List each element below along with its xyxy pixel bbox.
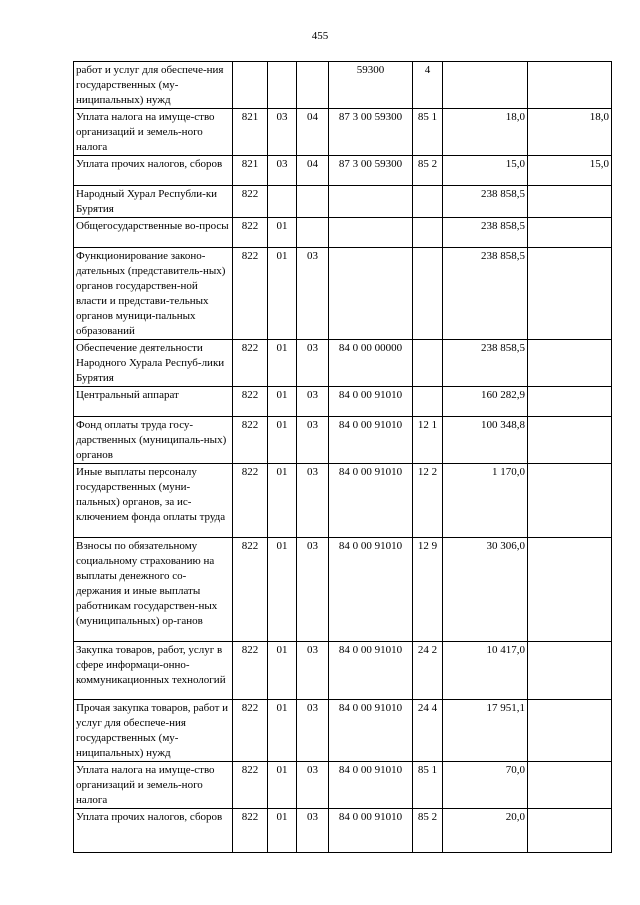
- amount-cell-1: 238 858,5: [443, 248, 528, 340]
- amount-cell-2: [528, 62, 612, 109]
- expense-type-code-cell: 85 2: [413, 156, 443, 186]
- section-code-cell: 01: [268, 809, 297, 853]
- target-item-code-cell: 84 0 00 91010: [329, 417, 413, 464]
- section-code-cell: 01: [268, 762, 297, 809]
- table-row: [74, 417, 612, 464]
- expense-type-code-cell: 85 1: [413, 109, 443, 156]
- subsection-code-cell: 03: [297, 642, 329, 700]
- row-name-cell: Прочая закупка товаров, работ и услуг для обеспече-ния государственных (му-ниципальных) нужд: [74, 700, 233, 762]
- row-name-cell: Обеспечение деятельности Народного Хурала Респуб-лики Бурятия: [74, 340, 233, 387]
- table-row: [74, 387, 612, 417]
- subsection-code-cell: [297, 62, 329, 109]
- section-code-cell: 01: [268, 218, 297, 248]
- section-code-cell: 01: [268, 248, 297, 340]
- subsection-code-cell: 03: [297, 387, 329, 417]
- amount-cell-2: [528, 700, 612, 762]
- amount-cell-1: 238 858,5: [443, 340, 528, 387]
- table-row: [74, 538, 612, 642]
- table-row: [74, 218, 612, 248]
- table-row: [74, 809, 612, 853]
- section-code-cell: 01: [268, 700, 297, 762]
- amount-cell-1: 17 951,1: [443, 700, 528, 762]
- subsection-code-cell: 04: [297, 109, 329, 156]
- target-item-code-cell: 84 0 00 91010: [329, 464, 413, 538]
- amount-cell-1: [443, 62, 528, 109]
- row-name-cell: Фонд оплаты труда госу-дарственных (муниципаль-ных) органов: [74, 417, 233, 464]
- table-row: [74, 248, 612, 340]
- amount-cell-1: 160 282,9: [443, 387, 528, 417]
- subsection-code-cell: [297, 218, 329, 248]
- target-item-code-cell: 84 0 00 91010: [329, 762, 413, 809]
- table-row: [74, 464, 612, 538]
- expense-type-code-cell: [413, 248, 443, 340]
- expense-type-code-cell: 12 1: [413, 417, 443, 464]
- department-code-cell: 822: [233, 417, 268, 464]
- subsection-code-cell: 03: [297, 700, 329, 762]
- target-item-code-cell: 84 0 00 91010: [329, 642, 413, 700]
- amount-cell-2: [528, 387, 612, 417]
- department-code-cell: 822: [233, 340, 268, 387]
- amount-cell-1: 10 417,0: [443, 642, 528, 700]
- amount-cell-2: [528, 417, 612, 464]
- row-name-cell: Общегосударственные во-просы: [74, 218, 233, 248]
- section-code-cell: 01: [268, 417, 297, 464]
- target-item-code-cell: 84 0 00 91010: [329, 809, 413, 853]
- amount-cell-2: [528, 809, 612, 853]
- subsection-code-cell: 04: [297, 156, 329, 186]
- target-item-code-cell: [329, 248, 413, 340]
- section-code-cell: 01: [268, 387, 297, 417]
- department-code-cell: 822: [233, 248, 268, 340]
- target-item-code-cell: 87 3 00 59300: [329, 156, 413, 186]
- row-name-cell: Закупка товаров, работ, услуг в сфере информаци-онно-коммуникационных технологий: [74, 642, 233, 700]
- row-name-cell: Народный Хурал Республи-ки Бурятия: [74, 186, 233, 218]
- section-code-cell: [268, 186, 297, 218]
- subsection-code-cell: 03: [297, 762, 329, 809]
- amount-cell-2: [528, 186, 612, 218]
- target-item-code-cell: 84 0 00 91010: [329, 387, 413, 417]
- expense-type-code-cell: 85 1: [413, 762, 443, 809]
- expense-type-code-cell: 12 9: [413, 538, 443, 642]
- table-row: [74, 109, 612, 156]
- table-row: [74, 156, 612, 186]
- section-code-cell: 03: [268, 109, 297, 156]
- department-code-cell: 822: [233, 762, 268, 809]
- target-item-code-cell: 59300: [329, 62, 413, 109]
- table-row: [74, 62, 612, 109]
- expense-type-code-cell: 24 4: [413, 700, 443, 762]
- table-row: [74, 186, 612, 218]
- expense-type-code-cell: 85 2: [413, 809, 443, 853]
- expense-type-code-cell: [413, 340, 443, 387]
- table-row: [74, 700, 612, 762]
- department-code-cell: [233, 62, 268, 109]
- section-code-cell: 01: [268, 642, 297, 700]
- table-row: [74, 340, 612, 387]
- department-code-cell: 821: [233, 156, 268, 186]
- department-code-cell: 822: [233, 218, 268, 248]
- amount-cell-1: 70,0: [443, 762, 528, 809]
- row-name-cell: Функционирование законо-дательных (представитель-ных) органов государствен-ной власти и представи-тельных органов муници-пальных образований: [74, 248, 233, 340]
- amount-cell-2: 15,0: [528, 156, 612, 186]
- amount-cell-2: [528, 538, 612, 642]
- amount-cell-1: 238 858,5: [443, 218, 528, 248]
- department-code-cell: 822: [233, 186, 268, 218]
- row-name-cell: Центральный аппарат: [74, 387, 233, 417]
- amount-cell-2: [528, 248, 612, 340]
- table-row: [74, 762, 612, 809]
- target-item-code-cell: 87 3 00 59300: [329, 109, 413, 156]
- subsection-code-cell: 03: [297, 340, 329, 387]
- amount-cell-2: [528, 464, 612, 538]
- department-code-cell: 822: [233, 538, 268, 642]
- amount-cell-2: [528, 218, 612, 248]
- target-item-code-cell: 84 0 00 91010: [329, 538, 413, 642]
- amount-cell-2: 18,0: [528, 109, 612, 156]
- subsection-code-cell: 03: [297, 464, 329, 538]
- amount-cell-1: 238 858,5: [443, 186, 528, 218]
- subsection-code-cell: 03: [297, 538, 329, 642]
- amount-cell-2: [528, 340, 612, 387]
- amount-cell-1: 20,0: [443, 809, 528, 853]
- department-code-cell: 822: [233, 387, 268, 417]
- section-code-cell: 01: [268, 538, 297, 642]
- department-code-cell: 822: [233, 464, 268, 538]
- row-name-cell: Уплата прочих налогов, сборов: [74, 809, 233, 853]
- table-row: [74, 642, 612, 700]
- amount-cell-2: [528, 762, 612, 809]
- budget-table: [73, 61, 612, 853]
- subsection-code-cell: 03: [297, 809, 329, 853]
- target-item-code-cell: [329, 218, 413, 248]
- row-name-cell: Взносы по обязательному социальному страхованию на выплаты денежного со-держания и иные выплаты работникам государствен-ных (муниципальных) ор-ганов: [74, 538, 233, 642]
- section-code-cell: 01: [268, 464, 297, 538]
- expense-type-code-cell: [413, 387, 443, 417]
- expense-type-code-cell: 12 2: [413, 464, 443, 538]
- page-number: 455: [311, 30, 329, 42]
- subsection-code-cell: 03: [297, 417, 329, 464]
- amount-cell-1: 30 306,0: [443, 538, 528, 642]
- department-code-cell: 822: [233, 809, 268, 853]
- section-code-cell: [268, 62, 297, 109]
- amount-cell-1: 100 348,8: [443, 417, 528, 464]
- department-code-cell: 822: [233, 642, 268, 700]
- department-code-cell: 822: [233, 700, 268, 762]
- amount-cell-1: 15,0: [443, 156, 528, 186]
- target-item-code-cell: 84 0 00 91010: [329, 700, 413, 762]
- section-code-cell: 03: [268, 156, 297, 186]
- amount-cell-1: 18,0: [443, 109, 528, 156]
- row-name-cell: Уплата налога на имуще-ство организаций и земель-ного налога: [74, 762, 233, 809]
- subsection-code-cell: [297, 186, 329, 218]
- expense-type-code-cell: [413, 218, 443, 248]
- row-name-cell: Иные выплаты персоналу государственных (муни-пальных) органов, за ис-ключением фонда оплаты труда: [74, 464, 233, 538]
- section-code-cell: 01: [268, 340, 297, 387]
- subsection-code-cell: 03: [297, 248, 329, 340]
- row-name-cell: Уплата налога на имуще-ство организаций и земель-ного налога: [74, 109, 233, 156]
- amount-cell-1: 1 170,0: [443, 464, 528, 538]
- row-name-cell: Уплата прочих налогов, сборов: [74, 156, 233, 186]
- expense-type-code-cell: [413, 186, 443, 218]
- expense-type-code-cell: 4: [413, 62, 443, 109]
- target-item-code-cell: [329, 186, 413, 218]
- department-code-cell: 821: [233, 109, 268, 156]
- expense-type-code-cell: 24 2: [413, 642, 443, 700]
- row-name-cell: работ и услуг для обеспече-ния государственных (му-ниципальных) нужд: [74, 62, 233, 109]
- target-item-code-cell: 84 0 00 00000: [329, 340, 413, 387]
- amount-cell-2: [528, 642, 612, 700]
